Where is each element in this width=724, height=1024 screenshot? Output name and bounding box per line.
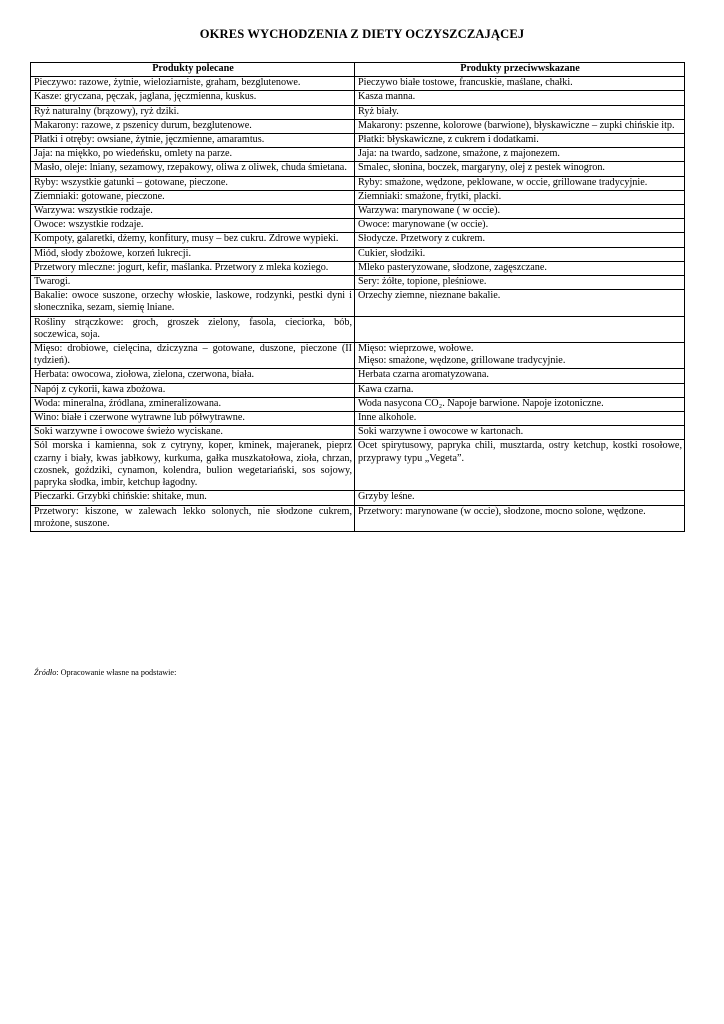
contraindicated-cell: Grzyby leśne. [355,491,685,505]
contraindicated-cell: Ryby: smażone, wędzone, peklowane, w occie, grillowane tradycyjnie. [355,176,685,190]
contraindicated-cell: Mięso: wieprzowe, wołowe. Mięso: smażone, wędzone, grillowane tradycyjnie. [355,343,685,369]
recommended-cell: Owoce: wszystkie rodzaje. [31,219,355,233]
table-row [31,91,685,105]
recommended-cell: Ryby: wszystkie gatunki – gotowane, pieczone. [31,176,355,190]
recommended-cell: Napój z cykorii, kawa zbożowa. [31,383,355,397]
contraindicated-cell: Ziemniaki: smażone, frytki, placki. [355,190,685,204]
recommended-cell: Kasze: gryczana, pęczak, jaglana, jęczmienna, kuskus. [31,91,355,105]
recommended-cell: Herbata: owocowa, ziołowa, zielona, czerwona, biała. [31,369,355,383]
table-row [31,369,685,383]
source-label: Źródło [34,668,57,677]
recommended-cell: Makarony: razowe, z pszenicy durum, bezglutenowe. [31,119,355,133]
recommended-cell: Przetwory: kiszone, w zalewach lekko solonych, nie słodzone cukrem, mrożone, suszone. [31,505,355,531]
table-row [31,276,685,290]
contraindicated-cell: Ryż biały. [355,105,685,119]
table-row [31,219,685,233]
contraindicated-cell: Owoce: marynowane (w occie). [355,219,685,233]
contraindicated-cell: Herbata czarna aromatyzowana. [355,369,685,383]
contraindicated-cell: Jaja: na twardo, sadzone, smażone, z majonezem. [355,148,685,162]
header-contraindicated: Produkty przeciwwskazane [355,63,685,77]
table-row [31,77,685,91]
table-header-row [31,63,685,77]
contraindicated-cell: Mleko pasteryzowane, słodzone, zagęszczane. [355,261,685,275]
recommended-cell: Sól morska i kamienna, sok z cytryny, koper, kminek, majeranek, pieprz czarny i biały, kwas jabłkowy, kurkuma, gałka muszkatołowa, zioła, chrzan, czosnek, goździki, cynamon, kolendra, bulion wegetariański, sos sojowy, papryka słodka, imbir, ketchup łagodny. [31,440,355,491]
recommended-cell: Warzywa: wszystkie rodzaje. [31,205,355,219]
table-row [31,505,685,531]
table-row [31,190,685,204]
table-row [31,343,685,369]
contraindicated-cell: Przetwory: marynowane (w occie), słodzone, mocno solone, wędzone. [355,505,685,531]
table-row [31,205,685,219]
contraindicated-cell: Słodycze. Przetwory z cukrem. [355,233,685,247]
contraindicated-cell: Kawa czarna. [355,383,685,397]
recommended-cell: Płatki i otręby: owsiane, żytnie, jęczmienne, amaramtus. [31,134,355,148]
recommended-cell: Masło, oleje: lniany, sezamowy, rzepakowy, oliwa z oliwek, chuda śmietana. [31,162,355,176]
contraindicated-cell: Soki warzywne i owocowe w kartonach. [355,426,685,440]
recommended-cell: Przetwory mleczne: jogurt, kefir, maślanka. Przetwory z mleka koziego. [31,261,355,275]
table-row [31,412,685,426]
table-row [31,426,685,440]
contraindicated-cell: Warzywa: marynowane ( w occie). [355,205,685,219]
contraindicated-cell: Smalec, słonina, boczek, margaryny, olej z pestek winogron. [355,162,685,176]
diet-table [30,62,685,532]
recommended-cell: Miód, słody zbożowe, korzeń lukrecji. [31,247,355,261]
contraindicated-cell: Cukier, słodziki. [355,247,685,261]
contraindicated-cell: Kasza manna. [355,91,685,105]
table-row [31,148,685,162]
table-row [31,397,685,411]
recommended-cell: Wino: białe i czerwone wytrawne lub półwytrawne. [31,412,355,426]
recommended-cell: Kompoty, galaretki, dżemy, konfitury, musy – bez cukru. Zdrowe wypieki. [31,233,355,247]
recommended-cell: Soki warzywne i owocowe świeżo wyciskane. [31,426,355,440]
recommended-cell: Woda: mineralna, źródlana, zmineralizowana. [31,397,355,411]
source-text: : Opracowanie własne na podstawie: [56,668,177,677]
table-row [31,383,685,397]
table-row [31,491,685,505]
table-row [31,119,685,133]
recommended-cell: Pieczywo: razowe, żytnie, wieloziarniste, graham, bezglutenowe. [31,77,355,91]
recommended-cell: Bakalie: owoce suszone, orzechy włoskie, laskowe, rodzynki, pestki dyni i słonecznika, sezam, siemię lniane. [31,290,355,316]
table-row [31,176,685,190]
contraindicated-cell: Pieczywo białe tostowe, francuskie, maślane, chałki. [355,77,685,91]
contraindicated-cell: Płatki: błyskawiczne, z cukrem i dodatkami. [355,134,685,148]
recommended-cell: Pieczarki. Grzybki chińskie: shitake, mun. [31,491,355,505]
document-title: OKRES WYCHODZENIA Z DIETY OCZYSZCZAJĄCEJ [199,27,525,41]
table-row [31,162,685,176]
contraindicated-cell: Sery: żółte, topione, pleśniowe. [355,276,685,290]
table-header [31,63,685,77]
contraindicated-cell: Woda nasycona CO₂. Napoje barwione. Napoje izotoniczne. [355,397,685,411]
table-row [31,134,685,148]
recommended-cell: Ryż naturalny (brązowy), ryż dziki. [31,105,355,119]
table-row [31,261,685,275]
contraindicated-cell: Ocet spirytusowy, papryka chili, musztarda, ostry ketchup, kostki rosołowe, przyprawy typu „Vegeta”. [355,440,685,491]
header-recommended: Produkty polecane [31,63,355,77]
table-body [31,77,685,532]
recommended-cell: Ziemniaki: gotowane, pieczone. [31,190,355,204]
table-row [31,247,685,261]
table-row [31,105,685,119]
table-row [31,316,685,342]
recommended-cell: Twarogi. [31,276,355,290]
contraindicated-cell: Inne alkohole. [355,412,685,426]
contraindicated-cell: Orzechy ziemne, nieznane bakalie. [355,290,685,316]
contraindicated-cell: Makarony: pszenne, kolorowe (barwione), błyskawiczne – zupki chińskie itp. [355,119,685,133]
recommended-cell: Rośliny strączkowe: groch, groszek zielony, fasola, cieciorka, bób, soczewica, soja. [31,316,355,342]
table-row [31,440,685,491]
contraindicated-cell [355,316,685,342]
recommended-cell: Jaja: na miękko, po wiedeńsku, omlety na parze. [31,148,355,162]
recommended-cell: Mięso: drobiowe, cielęcina, dziczyzna – gotowane, duszone, pieczone (II tydzień). [31,343,355,369]
table-row [31,290,685,316]
table-row [31,233,685,247]
source-note [34,668,176,677]
